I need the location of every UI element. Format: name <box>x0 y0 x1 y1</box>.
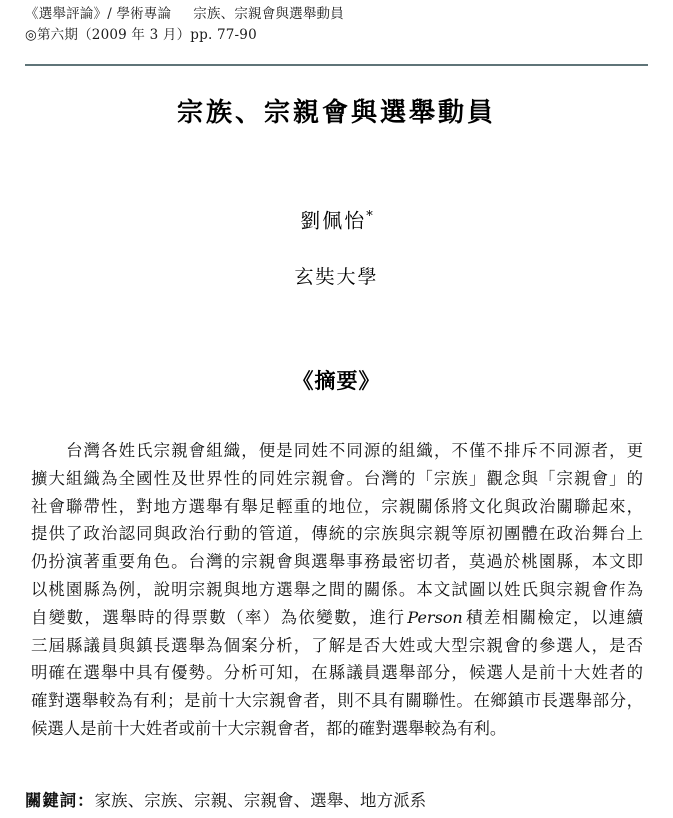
abstract-line: 確對選舉較為有利；是前十大宗親會者，則不具有關聯性。在鄉鎮市長選舉部分， <box>31 691 643 711</box>
keywords-label: 關鍵詞： <box>25 791 95 810</box>
running-head-topic: 宗族、宗親會與選舉動員 <box>193 6 344 22</box>
issue-line: ◎第六期（2009 年 3 月）pp. 77-90 <box>25 27 257 43</box>
abstract-line-tail: 積差相關檢定，以連續 <box>464 607 644 627</box>
abstract-line <box>31 604 643 632</box>
abstract-line: 明確在選舉中具有優勢。分析可知，在縣議員選舉部分，候選人是前十大姓者的 <box>31 663 643 683</box>
abstract-heading: 《摘要》 <box>292 368 381 393</box>
running-head-first-line <box>25 4 650 25</box>
abstract-line-text: 台灣各姓氏宗親會組織，便是同姓不同源的組織，不僅不排斥不同源者，更 <box>65 441 643 460</box>
keywords-value: 家族、宗族、宗親、宗親會、選舉、地方派系 <box>94 791 427 810</box>
abstract-line: 社會聯帶性，對地方選舉有舉足輕重的地位，宗親關係將文化與政治關聯起來， <box>31 496 643 516</box>
author-footnote-marker: * <box>366 209 373 224</box>
abstract-line-text: 自變數，選舉時的得票數（率）為依變數，進行 <box>31 607 406 627</box>
abstract-line: 仍扮演著重要角色。台灣的宗親會與選舉事務最密切者，莫過於桃園縣，本文即 <box>31 552 643 572</box>
page-title: 宗族、宗親會與選舉動員 <box>176 98 496 128</box>
keywords-line <box>25 788 645 814</box>
journal-name: 《選舉評論》/ 學術專論 <box>25 6 172 22</box>
author-name <box>0 203 673 235</box>
statistical-term: Person <box>407 607 463 627</box>
abstract-line <box>31 437 643 465</box>
author-name-text: 劉佩怡 <box>300 208 367 233</box>
abstract-line: 三屆縣議員與鎮長選舉為個案分析，了解是否大姓或大型宗親會的參選人，是否 <box>31 635 643 655</box>
abstract-body <box>31 437 643 743</box>
abstract-line: 擴大組織為全國性及世界性的同姓宗親會。台灣的「宗族」觀念與「宗親會」的 <box>31 468 643 488</box>
abstract-line: 以桃園縣為例，說明宗親與地方選舉之間的關係。本文試圖以姓氏與宗親會作為 <box>31 579 643 599</box>
abstract-line: 候選人是前十大姓者或前十大宗親會者，都的確對選舉較為有利。 <box>31 718 507 738</box>
abstract-line: 提供了政治認同與政治行動的管道，傳統的宗族與宗親等原初團體在政治舞台上 <box>31 524 643 544</box>
running-head <box>25 4 650 46</box>
author-affiliation: 玄奘大學 <box>294 266 379 288</box>
header-divider <box>25 64 648 66</box>
